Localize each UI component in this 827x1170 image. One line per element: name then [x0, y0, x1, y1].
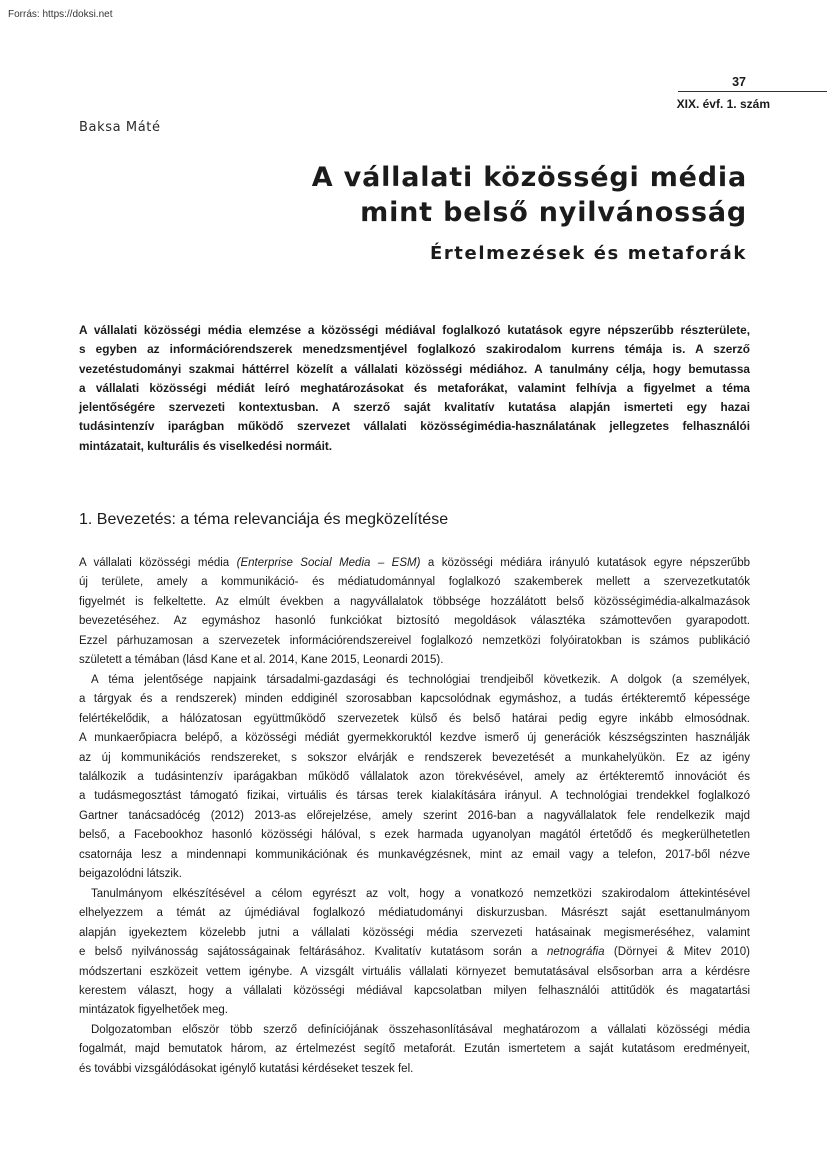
body-line: A téma jelentősége napjaink társadalmi-gazdasági és technológiai trendjeiből következik. A dolgok (a személyek,: [91, 673, 750, 686]
body-line: az új kommunikációs rendszereket, s sokszor elvárják e rendszerek bevezetését a munkahelyükön. Ez az igény: [79, 751, 750, 764]
body-line: bevezetéséhez. Az egymáshoz hasonló funkciókat biztosító megoldások választéka számottevően gyarapodott.: [79, 615, 750, 628]
abstract-line: s egyben az információrendszerek menedzsmentjével foglalkozó szakirodalom kurrens témája is. A szerző: [79, 342, 750, 357]
body-line: [79, 943, 750, 962]
body-line: és további vizsgálódásokat igénylő kutatási kérdéseket teszek fel.: [79, 1062, 414, 1075]
body-line: csatornája lesz a mindennapi kommunikációnak és munkavégzésnek, mint az email vagy a telefon, 2017-ből nézve: [79, 848, 750, 861]
issue-label: XIX. évf. 1. szám: [676, 97, 770, 111]
body-line: módszertani eszközeit vettem igénybe. A vizsgált virtuális vállalati környezet bemutatásával elsősorban arra a kérdésre: [79, 965, 750, 978]
body-emphasis: netnográfia: [546, 946, 605, 959]
body-line: találkozik a tudásintenzív iparágakban működő vállalatok azon törekvésével, amely az értékteremtő innovációt és: [79, 770, 750, 783]
body-emphasis: (Enterprise Social Media – ESM): [236, 557, 421, 569]
body-fragment: a közösségi médiára irányuló kutatások egyre népszerűbb: [420, 557, 750, 569]
body-line: A munkaerőpiacra belépő, a közösségi médiát gyermekkoruktól kezdve ismerő új generációk készségszinten használják: [79, 732, 750, 745]
body-line: elhelyezzem a témát az újmédiával foglalkozó médiatudományi diskurzusban. Másrészt saját esettanulmányom: [79, 907, 750, 920]
body-line: fogalmát, majd bemutatok három, az értelmezést segítő metaforát. Ezután ismertetem a saját kutatásom eredményeit,: [79, 1043, 750, 1056]
body-fragment: e belső nyilvánosság sajátosságainak feltárásához. Kvalitatív kutatásom során a: [79, 946, 547, 959]
body-text: [79, 554, 750, 1079]
body-line: alapján igyekeztem közelebb jutni a vállalati közösségi média szervezeti hatásainak megismeréséhez, valamint: [79, 926, 750, 939]
body-line: a tárgyak és a rendszerek) minden eddiginél szorosabban kapcsolódnak egymáshoz, a tudás értékteremtő képessége: [79, 693, 750, 706]
body-line: felértékelődik, a hálózatosan együttműködő szervezetek külső és belső határai pedig egyre inkább elmosódnak.: [79, 712, 750, 725]
body-line: Gartner tanácsadócég (2012) 2013-as előrejelzése, amely szerint 2016-ban a nagyvállalatok fele rendelkezik majd: [79, 809, 750, 822]
article-title: [312, 160, 747, 230]
source-label: Forrás: https://doksi.net: [8, 9, 113, 20]
abstract-line: jelentőségére szervezeti kontextusban. A szerző saját kvalitatív kutatása alapján ismerteti egy hazai: [79, 400, 750, 415]
page-number: 37: [732, 75, 746, 89]
body-line: Ezzel párhuzamosan a szervezetek információrendszereivel foglalkozó nemzetközi folyóiratokban is számos publikáció: [79, 634, 750, 647]
abstract-line: a vállalati közösségi médiát leíró meghatározásokat és metaforákat, valamint felhívja a figyelmet a téma: [79, 380, 750, 395]
title-line: mint belső nyilvánosság: [360, 197, 747, 228]
title-line: A vállalati közösségi média: [311, 162, 747, 193]
body-fragment: A vállalati közösségi média: [79, 557, 237, 569]
abstract-line: A vállalati közösségi média elemzése a közösségi médiával foglalkozó kutatások egyre népszerűbb részterülete,: [79, 323, 750, 337]
body-line: született a témában (lásd Kane et al. 2014, Kane 2015, Leonardi 2015).: [79, 654, 444, 667]
body-line: belső, a Facebookhoz hasonló közösségi hálóval, s ezek harmada ugyanolyan magától értetődő és megkerülhetetlen: [79, 829, 750, 842]
body-line: beigazolódni látszik.: [79, 868, 182, 881]
section-heading: 1. Bevezetés: a téma relevanciája és megközelítése: [79, 511, 449, 528]
abstract-line: vezetéstudományi szakmai háttérrel közelít a vállalati közösségi médiához. A tanulmány célja, hogy bemutassa: [79, 361, 750, 376]
body-fragment: (Dörnyei & Mitev 2010): [604, 946, 750, 959]
body-line: új területe, amely a kommunikáció- és médiatudománnyal foglalkozó szakemberek mellett a szervezetkutatók: [79, 576, 750, 589]
body-line: Dolgozatomban először több szerző definíciójának összehasonlításával meghatározom a vállalati közösségi média: [91, 1023, 750, 1036]
abstract-line: tudásintenzív iparágban működő szervezet vállalati közösségimédia-használatának jellegzetes felhasználói: [79, 419, 750, 434]
header-rule: [678, 91, 827, 92]
body-line: Tanulmányom elkészítésével a célom egyrészt az volt, hogy a vonatkozó nemzetközi szakirodalom áttekintésével: [91, 887, 750, 900]
abstract-line: mintázatait, kulturális és viselkedési normáit.: [79, 438, 333, 453]
body-line: a tudásmegosztást támogató fizikai, virtuális és társas terek kialakítására irányul. A technológiai trendekkel foglalkozó: [79, 790, 750, 803]
article-subtitle: Értelmezések és metaforák: [429, 243, 747, 264]
body-line: mintázatok figyelhetőek meg.: [79, 1004, 228, 1017]
body-line: figyelmét is felkeltette. Az elmúlt években a nagyvállalatok többsége hozzálátott belső közösségimédia-alkalmazások: [79, 595, 750, 608]
body-line: [79, 554, 750, 573]
abstract: [79, 321, 750, 456]
author-name: Baksa Máté: [79, 120, 161, 135]
body-line: kerestem választ, hogy a vállalati közösségi médiával kapcsolatban milyen felhasználói attitűdök és magatartási: [79, 984, 750, 997]
